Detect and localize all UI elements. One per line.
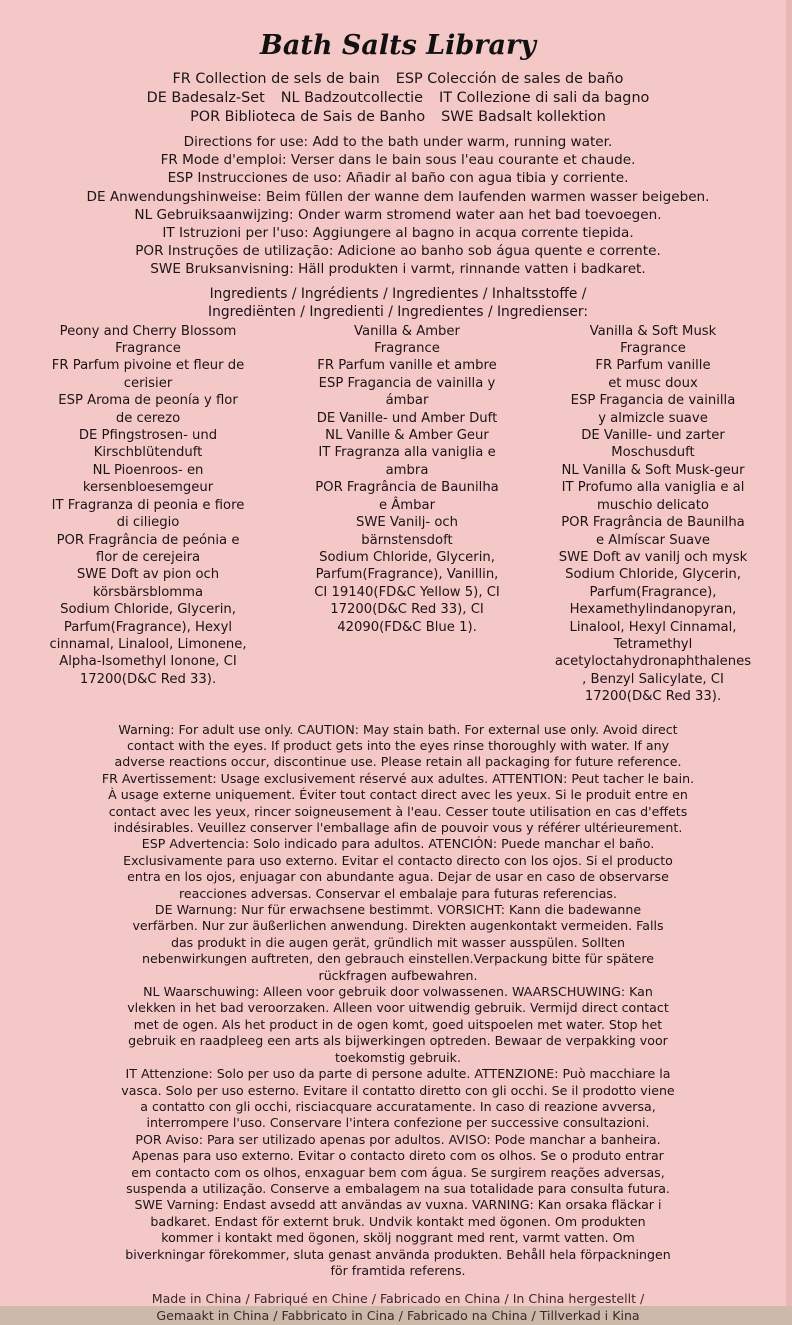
ingredient-line: kersenbloesemgeur xyxy=(82,480,214,496)
warning-line: À usage externe uniquement. Éviter tout contact direct avec les yeux. Si le produit entre en xyxy=(108,787,688,803)
warning-line: gebruik en raadpleeg een arts als bijwerkingen optreden. Bewaar de verpakking voor xyxy=(128,1033,668,1049)
ingredient-line: Sodium Chloride, Glycerin, xyxy=(565,567,741,583)
ingredient-line: CI 19140(FD&C Yellow 5), CI xyxy=(314,584,500,600)
directions-line: DE Anwendungshinweise: Beim füllen der wanne dem laufenden warmen wasser beigeben. xyxy=(86,188,710,205)
warning-line: Exclusivamente para uso externo. Evitar el contacto directo con los ojos. Si el producto xyxy=(123,852,673,868)
ingredient-line: 17200(D&C Red 33). xyxy=(584,689,722,705)
ingredient-line: e Âmbar xyxy=(378,497,436,513)
name-it: IT Collezione di sali da bagno xyxy=(439,90,650,106)
warning-line: verfärben. Nur zur äußerlichen anwendung. Direkten augenkontakt vermeiden. Falls xyxy=(132,918,664,934)
ingredients-column-peony xyxy=(14,323,282,706)
warning-line: a contatto con gli occhi, risciacquare accuratamente. In caso di reazione avversa, xyxy=(140,1098,656,1114)
ingredient-line: Fragrance xyxy=(115,341,181,357)
ingredients-heading-line: Ingredients / Ingrédients / Ingredientes / Inhaltsstoffe / xyxy=(209,285,587,302)
ingredient-line: FR Parfum pivoine et fleur de xyxy=(51,358,245,374)
warning-line: Apenas para uso externo. Evitar o contacto direto com os olhos. Se o produto entrar xyxy=(132,1148,664,1164)
ingredient-line: IT Fragranza alla vaniglia e xyxy=(318,445,496,461)
ingredient-line: bärnstensdoft xyxy=(361,532,453,548)
ingredient-line: acetyloctahydronaphthalenes xyxy=(554,654,752,670)
ingredient-line: Linalool, Hexyl Cinnamal, xyxy=(569,619,737,635)
directions-line: FR Mode d'emploi: Verser dans le bain sous l'eau courante et chaude. xyxy=(160,152,636,169)
ingredient-line: FR Parfum vanille et ambre xyxy=(317,358,497,374)
ingredient-line: SWE Doft av pion och xyxy=(76,567,220,583)
made-in-line: Gemaakt in China / Fabbricato in Cina / Fabricado na China / Tillverkad i Kina xyxy=(156,1307,640,1323)
warning-line: SWE Varning: Endast avsedd att användas av vuxna. VARNING: Kan orsaka fläckar i xyxy=(134,1197,662,1213)
ingredient-line: FR Parfum vanille xyxy=(595,358,711,374)
ingredient-line: NL Pioenroos- en xyxy=(92,462,204,478)
warning-line: kommer i kontakt med ögonen, skölj noggrant med rent, varmt vatten. Om xyxy=(161,1230,635,1246)
ingredient-line: Vanilla & Soft Musk xyxy=(589,323,717,339)
ingredient-line: Hexamethylindanopyran, xyxy=(569,602,737,618)
warning-line: rückfragen aufbewahren. xyxy=(318,967,478,983)
ingredient-line: Sodium Chloride, Glycerin, xyxy=(60,602,236,618)
ingredient-line: POR Fragrância de peónia e xyxy=(56,532,240,548)
warning-line: em contacto com os olhos, enxaguar bem com água. Se surgirem reações adversas, xyxy=(131,1164,665,1180)
ingredient-line: de cerezo xyxy=(115,410,181,426)
ingredient-line: 17200(D&C Red 33). xyxy=(79,671,217,687)
warning-line: das produkt in die augen gerät, gründlich mit wasser ausspülen. Sollten xyxy=(170,934,626,950)
ingredient-line: Fragrance xyxy=(374,341,440,357)
ingredient-line: POR Fragrância de Baunilha xyxy=(315,480,499,496)
ingredient-line: e Almíscar Suave xyxy=(595,532,711,548)
ingredients-columns xyxy=(14,323,782,706)
ingredient-line: POR Fragrância de Baunilha xyxy=(561,515,745,531)
directions-line: Directions for use: Add to the bath under warm, running water. xyxy=(183,134,613,150)
ingredient-line: Fragrance xyxy=(620,341,686,357)
ingredients-column-vanilla-musk xyxy=(524,323,782,706)
warning-line: interrompere l'uso. Conservare l'intera confezione per successive consultazioni. xyxy=(146,1115,650,1131)
directions-line: NL Gebruiksaanwijzing: Onder warm stromend water aan het bad toevoegen. xyxy=(134,206,662,223)
warning-line: vlekken in het bad veroorzaken. Alleen voor uitwendig gebruik. Vermijd direct contact xyxy=(127,1000,669,1016)
warning-line: entra en los ojos, enjuagar con abundante agua. Dejar de usar en caso de observarse xyxy=(127,869,669,885)
product-title: Bath Salts Library xyxy=(260,30,536,61)
warning-line: POR Aviso: Para ser utilizado apenas por adultos. AVISO: Pode manchar a banheira. xyxy=(135,1131,661,1147)
ingredient-line: flor de cerejeira xyxy=(95,549,201,565)
ingredient-line: muschio delicato xyxy=(597,497,709,513)
made-in-line: Made in China / Fabriqué en Chine / Fabricado en China / In China hergestellt / xyxy=(151,1291,645,1307)
warning-line: vasca. Solo per uso esterno. Evitare il contatto diretto con gli occhi. Se il prodotto viene xyxy=(121,1082,675,1098)
ingredient-line: Parfum(Fragrance), xyxy=(589,584,717,600)
warning-line: ESP Advertencia: Solo indicado para adultos. ATENCIÓN: Puede manchar el baño. xyxy=(141,836,655,852)
directions-line: IT Istruzioni per l'uso: Aggiungere al bagno in acqua corrente tiepida. xyxy=(162,225,634,242)
warning-line: toekomstig gebruik. xyxy=(335,1049,461,1065)
warning-line: nebenwirkungen auftreten, den gebrauch einstellen.Verpackung bitte für spätere xyxy=(141,951,655,967)
warning-line: FR Avertissement: Usage exclusivement réservé aux adultes. ATTENTION: Peut tacher le bain. xyxy=(101,770,695,786)
directions-line: ESP Instrucciones de uso: Añadir al baño con agua tibia y corriente. xyxy=(167,170,629,187)
ingredient-line: cinnamal, Linalool, Limonene, xyxy=(49,636,247,652)
ingredient-line: körsbärsblomma xyxy=(92,584,204,600)
name-nl: NL Badzoutcollectie xyxy=(280,90,424,106)
warning-line: contact with the eyes. If product gets into the eyes rinse thoroughly with water. If any xyxy=(126,737,670,753)
ingredient-line: 42090(FD&C Blue 1). xyxy=(337,619,477,635)
ingredient-line: IT Fragranza di peonia e fiore xyxy=(51,497,245,513)
warning-line: met de ogen. Als het product in de ogen komt, goed uitspoelen met water. Stop het xyxy=(133,1016,663,1032)
made-in-section xyxy=(14,1291,782,1324)
warning-line: adverse reactions occur, discontinue use. Please retain all packaging for future reference. xyxy=(114,754,682,770)
name-de: DE Badesalz-Set xyxy=(146,90,265,106)
warning-line: NL Waarschuwing: Alleen voor gebruik door volwassenen. WAARSCHUWING: Kan xyxy=(143,984,653,1000)
ingredient-line: ESP Fragancia de vainilla xyxy=(570,393,736,409)
name-por: POR Biblioteca de Sais de Banho xyxy=(190,109,426,125)
warning-line: för framtida referens. xyxy=(330,1262,466,1278)
warning-line: contact avec les yeux, rincer soigneusement à l'eau. Cesser toute utilisation en cas d'effets xyxy=(108,803,688,819)
ingredient-line: Tetramethyl xyxy=(613,636,693,652)
ingredient-line: Parfum(Fragrance), Vanillin, xyxy=(315,567,499,583)
directions-line: SWE Bruksanvisning: Häll produkten i varmt, rinnande vatten i badkaret. xyxy=(150,261,646,278)
ingredients-column-vanilla-amber xyxy=(292,323,522,706)
ingredient-line: y almizcle suave xyxy=(598,410,708,426)
warning-line: reacciones adversas. Conservar el embalaje para futuras referencias. xyxy=(179,885,617,901)
ingredient-line: DE Vanille- und Amber Duft xyxy=(316,410,498,426)
name-swe: SWE Badsalt kollektion xyxy=(441,109,606,125)
ingredient-line: di ciliegio xyxy=(116,515,180,531)
ingredient-line: SWE Doft av vanilj och mysk xyxy=(558,549,748,565)
ingredient-line: NL Vanilla & Soft Musk-geur xyxy=(561,462,745,478)
ingredient-line: ámbar xyxy=(385,393,429,409)
ingredient-line: Parfum(Fragrance), Hexyl xyxy=(63,619,233,635)
ingredient-line: SWE Vanilj- och xyxy=(356,515,458,531)
ingredients-heading-line: Ingrediënten / Ingredienti / Ingredientes / Ingredienser: xyxy=(208,303,588,320)
warning-line: badkaret. Endast för externt bruk. Undvik kontakt med ögonen. Om produkten xyxy=(150,1213,646,1229)
ingredient-line: Peony and Cherry Blossom xyxy=(59,323,237,339)
warning-line: DE Warnung: Nur für erwachsene bestimmt. VORSICHT: Kann die badewanne xyxy=(154,902,642,918)
ingredient-line: DE Vanille- und zarter xyxy=(581,428,725,444)
translated-names xyxy=(14,70,782,127)
name-fr: FR Collection de sels de bain xyxy=(172,71,380,87)
name-esp: ESP Colección de sales de baño xyxy=(395,71,624,87)
ingredient-line: NL Vanille & Amber Geur xyxy=(325,428,489,444)
ingredients-heading xyxy=(14,285,782,321)
ingredient-line: cerisier xyxy=(123,375,173,391)
ingredient-line: Sodium Chloride, Glycerin, xyxy=(319,549,495,565)
ingredient-line: et musc doux xyxy=(608,375,698,391)
ingredient-line: 17200(D&C Red 33), CI xyxy=(330,602,484,618)
ingredient-line: , Benzyl Salicylate, CI xyxy=(582,671,724,687)
warning-line: IT Attenzione: Solo per uso da parte di persone adulte. ATTENZIONE: Può macchiare la xyxy=(125,1066,671,1082)
directions-line: POR Instruções de utilização: Adicione ao banho sob água quente e corrente. xyxy=(135,243,661,260)
warning-line: Warning: For adult use only. CAUTION: May stain bath. For external use only. Avoid direct xyxy=(118,721,678,737)
directions-section xyxy=(14,133,782,279)
ingredient-line: Alpha-Isomethyl Ionone, CI xyxy=(59,654,237,670)
package-edge xyxy=(786,0,792,1306)
ingredient-line: IT Profumo alla vaniglia e al xyxy=(561,480,745,496)
warning-line: suspenda a utilização. Conserve a embalagem na sua totalidade para consulta futura. xyxy=(126,1180,670,1196)
warning-line: biverkningar förekommer, sluta genast använda produkten. Behåll hela förpackningen xyxy=(125,1246,671,1262)
warnings-section xyxy=(14,722,782,1280)
ingredient-line: Vanilla & Amber xyxy=(354,323,460,339)
ingredient-line: ESP Fragancia de vainilla y xyxy=(318,375,496,391)
warning-line: indésirables. Veuillez conserver l'emballage afin de pouvoir vous y référer ultérieurement. xyxy=(113,820,683,835)
ingredient-line: Moschusduft xyxy=(611,445,695,461)
ingredient-line: ambra xyxy=(385,462,429,478)
ingredient-line: Kirschblütenduft xyxy=(93,445,203,461)
ingredient-line: DE Pfingstrosen- und xyxy=(78,428,218,444)
ingredient-line: ESP Aroma de peonía y flor xyxy=(58,393,238,409)
